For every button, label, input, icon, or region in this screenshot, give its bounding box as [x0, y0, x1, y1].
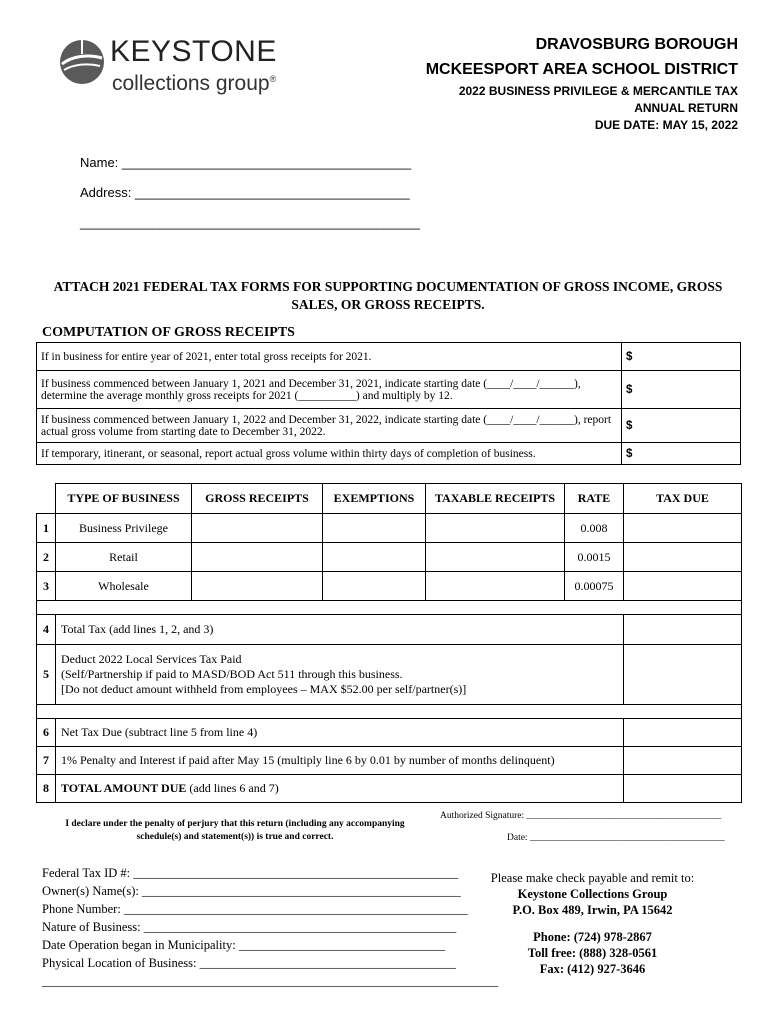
line-number: 8 — [37, 775, 56, 803]
header-taxable-receipts: TAXABLE RECEIPTS — [426, 484, 565, 514]
computation-row — [37, 443, 741, 465]
logo-brand: KEYSTONE — [110, 35, 277, 68]
line-description — [56, 645, 624, 705]
line-description: 1% Penalty and Interest if paid after May 15 (multiply line 6 by 0.01 by number of months delinquent) — [56, 747, 624, 775]
taxable-receipts-input[interactable] — [426, 514, 565, 543]
logo-subtitle — [112, 68, 276, 95]
header-tax-due: TAX DUE — [624, 484, 742, 514]
line-5-text-1: Deduct 2022 Local Services Tax Paid — [61, 652, 242, 666]
computation-text: If business commenced between January 1, 2021 and December 31, 2021, indicate starting date (____/____/______), determine the average monthly gross receipts for 2021 (__________) and multiply by 12. — [37, 371, 622, 409]
tax-table-header-row — [37, 484, 742, 514]
logo-sub-text: collections group — [112, 72, 270, 95]
line-number: 2 — [37, 543, 56, 572]
penalty-input[interactable] — [624, 747, 742, 775]
date-operation-began-field[interactable]: Date Operation began in Municipality: _________________________________ — [42, 938, 446, 952]
header-gross-receipts: GROSS RECEIPTS — [192, 484, 323, 514]
address-line2-field[interactable]: _______________________________________________ — [80, 215, 420, 230]
computation-row — [37, 371, 741, 409]
line-number: 5 — [37, 645, 56, 705]
table-row — [37, 719, 742, 747]
header-rate: RATE — [565, 484, 624, 514]
federal-tax-id-field[interactable]: Federal Tax ID #: ____________________________________________________ — [42, 866, 459, 880]
total-due-note: (add lines 6 and 7) — [186, 781, 279, 795]
table-row — [37, 572, 742, 601]
declaration-text: I declare under the penalty of perjury that this return (including any accompanying schedule(s) and statement(s)) is true and correct. — [65, 819, 405, 842]
remit-address: P.O. Box 489, Irwin, PA 15642 — [512, 903, 673, 917]
header-municipality: DRAVOSBURG BOROUGH — [535, 36, 738, 53]
gross-receipts-input[interactable] — [192, 572, 323, 601]
business-type: Wholesale — [56, 572, 192, 601]
table-row — [37, 615, 742, 645]
tax-table — [36, 483, 742, 803]
total-due-label: TOTAL AMOUNT DUE — [61, 781, 187, 795]
address-field[interactable]: Address: ______________________________________ — [80, 185, 410, 200]
header-exemptions: EXEMPTIONS — [323, 484, 426, 514]
computation-amount[interactable]: $ — [622, 343, 741, 371]
table-row — [37, 543, 742, 572]
remit-company: Keystone Collections Group — [517, 887, 668, 901]
computation-text: If temporary, itinerant, or seasonal, report actual gross volume within thirty days of completion of business. — [37, 443, 622, 465]
computation-title: COMPUTATION OF GROSS RECEIPTS — [42, 325, 295, 340]
line-number: 6 — [37, 719, 56, 747]
gross-receipts-input[interactable] — [192, 514, 323, 543]
exemptions-input[interactable] — [323, 514, 426, 543]
computation-row — [37, 409, 741, 443]
rate-value: 0.00075 — [565, 572, 624, 601]
line-number: 1 — [37, 514, 56, 543]
line-description — [56, 775, 624, 803]
spacer-row — [37, 601, 742, 615]
table-row — [37, 747, 742, 775]
table-row — [37, 775, 742, 803]
name-field[interactable]: Name: ________________________________________ — [80, 155, 412, 170]
spacer-row — [37, 705, 742, 719]
exemptions-input[interactable] — [323, 572, 426, 601]
computation-text: If business commenced between January 1, 2022 and December 31, 2022, indicate starting date (____/____/______), report actual gross volume from starting date to December 31, 2022. — [37, 409, 622, 443]
computation-row — [37, 343, 741, 371]
keystone-logo — [58, 35, 288, 95]
line-5-text-3: [Do not deduct amount withheld from employees – MAX $52.00 per self/partner(s)] — [61, 682, 467, 696]
line-number: 3 — [37, 572, 56, 601]
net-tax-input[interactable] — [624, 719, 742, 747]
tax-due-input[interactable] — [624, 543, 742, 572]
physical-location-line2-field[interactable]: _________________________________________________________________________ — [42, 974, 499, 988]
header-type-of-business: TYPE OF BUSINESS — [56, 484, 192, 514]
line-description: Total Tax (add lines 1, 2, and 3) — [56, 615, 624, 645]
exemptions-input[interactable] — [323, 543, 426, 572]
line-description: Net Tax Due (subtract line 5 from line 4) — [56, 719, 624, 747]
gross-receipts-input[interactable] — [192, 543, 323, 572]
owner-names-field[interactable]: Owner(s) Name(s): ___________________________________________________ — [42, 884, 461, 898]
attach-notice: ATTACH 2021 FEDERAL TAX FORMS FOR SUPPORTING DOCUMENTATION OF GROSS INCOME, GROSS SALES, OR GROSS RECEIPTS. — [53, 279, 723, 312]
computation-text: If in business for entire year of 2021, enter total gross receipts for 2021. — [37, 343, 622, 371]
header-return-type: ANNUAL RETURN — [634, 101, 738, 115]
taxable-receipts-input[interactable] — [426, 543, 565, 572]
computation-amount[interactable]: $ — [622, 371, 741, 409]
signature-date-field[interactable]: Date: _________________________________________ — [507, 833, 725, 843]
contact-fax: Fax: (412) 927-3646 — [539, 962, 646, 976]
line-number: 4 — [37, 615, 56, 645]
total-due-input[interactable] — [624, 775, 742, 803]
keystone-logo-icon — [58, 38, 106, 86]
rate-value: 0.008 — [565, 514, 624, 543]
contact-block — [470, 929, 715, 977]
business-type: Business Privilege — [56, 514, 192, 543]
line-number: 7 — [37, 747, 56, 775]
tax-due-input[interactable] — [624, 514, 742, 543]
physical-location-field[interactable]: Physical Location of Business: _________________________________________ — [42, 956, 456, 970]
table-row — [37, 514, 742, 543]
line-5-text-2: (Self/Partnership if paid to MASD/BOD Act 511 through this business. — [61, 667, 403, 681]
computation-table — [36, 342, 741, 465]
header-school-district: MCKEESPORT AREA SCHOOL DISTRICT — [425, 61, 738, 78]
computation-amount[interactable]: $ — [622, 443, 741, 465]
table-row — [37, 645, 742, 705]
rate-value: 0.0015 — [565, 543, 624, 572]
contact-phone: Phone: (724) 978-2867 — [533, 930, 652, 944]
nature-of-business-field[interactable]: Nature of Business: __________________________________________________ — [42, 920, 457, 934]
logo-registered: ® — [269, 74, 277, 84]
total-tax-input[interactable] — [624, 615, 742, 645]
taxable-receipts-input[interactable] — [426, 572, 565, 601]
authorized-signature-field[interactable]: Authorized Signature: _________________________________________ — [440, 811, 722, 821]
remit-instruction: Please make check payable and remit to: — [490, 871, 695, 885]
contact-tollfree: Toll free: (888) 328-0561 — [527, 946, 658, 960]
computation-amount[interactable]: $ — [622, 409, 741, 443]
tax-due-input[interactable] — [624, 572, 742, 601]
remit-block — [470, 870, 715, 918]
header-due-date: DUE DATE: MAY 15, 2022 — [594, 118, 738, 132]
business-type: Retail — [56, 543, 192, 572]
header-tax-type: 2022 BUSINESS PRIVILEGE & MERCANTILE TAX — [458, 84, 738, 98]
lst-deduction-input[interactable] — [624, 645, 742, 705]
phone-number-field[interactable]: Phone Number: _______________________________________________________ — [42, 902, 468, 916]
